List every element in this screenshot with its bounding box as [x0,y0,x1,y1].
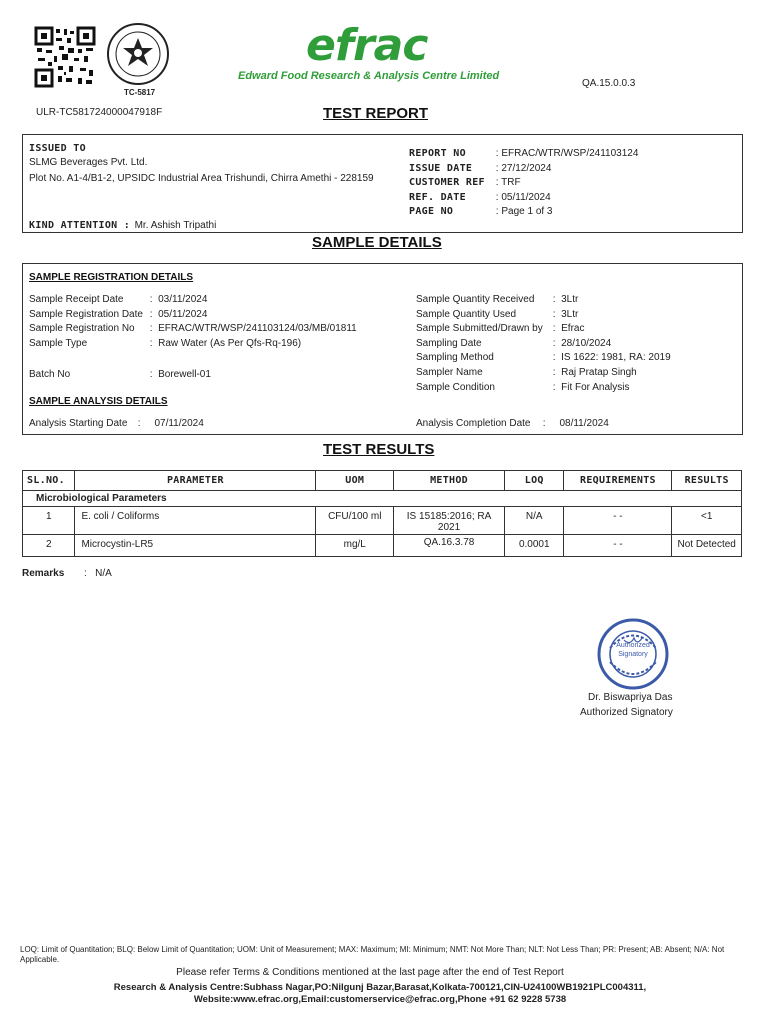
abbreviations: LOQ: Limit of Quantitation; BLQ: Below Limit of Quantitation; UOM: Unit of Measurement; MAX: Maximum; MI: Minimum; NMT: Not More Than; NLT: Not Less Than; PR: Present; AB: Absent; N/A: Not Applicable. [20,945,725,964]
sample-field-label: Sample Quantity Used [416,308,517,320]
sample-field-value: Fit For Analysis [561,381,630,393]
registration-heading: SAMPLE REGISTRATION DETAILS [29,272,194,283]
cell-result: <1 [672,507,742,535]
sample-field: Sample Registration No : EFRAC/WTR/WSP/241103124/03/MB/01811 [29,323,357,335]
analysis-end-label: Analysis Completion Date [416,418,531,429]
sample-field-value: Efrac [561,323,585,335]
sample-field-value: 28/10/2024 [561,337,612,349]
accreditation-code: TC-5817 [124,88,156,97]
signatory-stamp [596,618,670,690]
sample-field-label: Batch No [29,369,71,380]
sample-field-value: 05/11/2024 [158,308,208,320]
sample-details-box [22,263,743,435]
remarks-label: Remarks [22,568,65,579]
table-row [23,535,742,557]
footer-contact: Website:www.efrac.org,Email:customerservice@efrac.org,Phone +91 62 9228 5738 [193,994,567,1005]
report-field: PAGE NO : Page 1 of 3 [409,206,553,218]
sample-field-label: Sample Quantity Received [416,294,535,305]
test-results-title: TEST RESULTS [323,441,435,458]
customer-name: SLMG Beverages Pvt. Ltd. [29,157,148,168]
results-table [22,470,742,557]
company-logo [238,20,528,86]
sample-field-value: EFRAC/WTR/WSP/241103124/03/MB/01811 [158,323,357,335]
kind-attention-label: KIND ATTENTION : [29,220,131,231]
report-field-label: REF. DATE [409,191,466,203]
column-header: PARAMETER [75,471,316,491]
stamp-text: Authorized Signatory [616,642,650,658]
sample-field-value: Raj Pratap Singh [561,367,637,378]
report-field: CUSTOMER REF : TRF [409,177,521,189]
cell-requirement: - - [564,535,672,557]
sample-field-label: Sampling Method [416,352,494,364]
report-field-value: Page 1 of 3 [501,206,553,218]
report-field-label: CUSTOMER REF [409,177,485,189]
sample-field-value: 3Ltr [561,294,579,305]
cell-uom: CFU/100 ml [316,507,394,535]
cell-loq: 0.0001 [505,535,564,557]
ulr-number: ULR-TC581724000047918F [36,107,163,118]
logo-wordmark: efrac [306,20,428,71]
sample-field-label: Sample Registration Date [29,308,143,320]
terms-note: Please refer Terms & Conditions mentioned at the last page after the end of Test Report [176,967,564,978]
analysis-start-value: 07/11/2024 [154,418,204,429]
report-field: REF. DATE : 05/11/2024 [409,191,551,203]
sample-field-label: Sample Submitted/Drawn by [416,323,543,335]
table-group-row [23,491,742,507]
analysis-start: Analysis Starting Date : 07/11/2024 [29,418,204,429]
customer-address: Plot No. A1-4/B1-2, UPSIDC Industrial Area Trishundi, Chirra Amethi - 228159 [29,173,374,184]
sample-field: Sample Receipt Date : 03/11/2024 [29,294,208,305]
table-row [23,507,742,535]
sample-field-label: Sampling Date [416,337,482,349]
sample-field-value: Raw Water (As Per Qfs-Rq-196) [158,337,302,349]
report-field-value: 27/12/2024 [501,162,552,174]
cell-method: QA.16.3.78 [394,535,505,557]
column-header: LOQ [505,471,564,491]
sample-field: Sample Quantity Received : 3Ltr [416,294,579,305]
kind-attention [29,215,216,233]
remarks-value: N/A [95,568,112,579]
analysis-end-value: 08/11/2024 [559,418,609,429]
report-field-value: EFRAC/WTR/WSP/241103124 [501,148,639,159]
sample-field-value: 03/11/2024 [158,294,208,305]
page-title: TEST REPORT [323,105,429,122]
sample-field-label: Sample Registration No [29,323,135,335]
report-field: ISSUE DATE : 27/12/2024 [409,162,552,174]
cell-loq: N/A [505,507,564,535]
cell-uom: mg/L [316,535,394,557]
report-field-label: ISSUE DATE [409,162,473,174]
sample-field: Sampling Method : IS 1622: 1981, RA: 2019 [416,352,671,364]
sample-field: Sampler Name : Raj Pratap Singh [416,367,637,378]
report-field: REPORT NO : EFRAC/WTR/WSP/241103124 [409,148,639,159]
sample-field: Sample Registration Date : 05/11/2024 [29,308,208,320]
column-header: METHOD [394,471,505,491]
column-header: RESULTS [672,471,742,491]
kind-attention-value: Mr. Ashish Tripathi [134,220,217,231]
group-label: Microbiological Parameters [23,491,742,507]
signatory-role: Authorized Signatory [580,707,673,718]
sample-field-label: Sample Condition [416,381,495,393]
table-header-row [23,471,742,491]
analysis-end: Analysis Completion Date : 08/11/2024 [416,418,609,429]
cell-parameter: E. coli / Coliforms [75,507,316,535]
report-field-value: TRF [501,177,521,189]
issued-to-label: ISSUED TO [29,143,86,154]
sample-field: Sample Submitted/Drawn by : Efrac [416,323,585,335]
cell-result: Not Detected [672,535,742,557]
logo-company-name: Edward Food Research & Analysis Centre Limited [238,70,500,82]
cell-parameter: Microcystin-LR5 [75,535,316,557]
footer-address: Research & Analysis Centre:Subhass Nagar,PO:Nilgunj Bazar,Barasat,Kolkata-700121,CIN-U24100WB1921PLC004311, [113,982,647,993]
report-field-label: REPORT NO [409,148,466,159]
sample-details-title: SAMPLE DETAILS [312,234,442,251]
analysis-heading: SAMPLE ANALYSIS DETAILS [29,396,168,407]
sample-field-value: 3Ltr [561,308,579,320]
report-fields [409,143,638,216]
qr-code [34,26,96,88]
cell-requirement: - - [564,507,672,535]
signatory-name: Dr. Biswapriya Das [588,692,673,703]
sample-field-value: IS 1622: 1981, RA: 2019 [561,352,671,364]
sample-field-label: Sample Type [29,337,88,349]
cell-sl: 2 [23,535,75,557]
sample-field: Sample Condition : Fit For Analysis [416,381,630,393]
report-field-value: 05/11/2024 [501,191,551,203]
sample-field-label: Sample Receipt Date [29,294,124,305]
analysis-start-label: Analysis Starting Date [29,418,128,429]
report-field-label: PAGE NO [409,206,454,218]
accreditation-seal [103,20,173,90]
column-header: SL.NO. [23,471,75,491]
sample-field: Sampling Date : 28/10/2024 [416,337,612,349]
document-code: QA.15.0.0.3 [582,78,636,89]
cell-method: IS 15185:2016; RA 2021 [394,507,505,535]
sample-field: Sample Type : Raw Water (As Per Qfs-Rq-196) [29,337,302,349]
sample-field-label: Sampler Name [416,367,483,378]
sample-field-value: Borewell-01 [158,369,211,380]
cell-sl: 1 [23,507,75,535]
column-header: UOM [316,471,394,491]
column-header: REQUIREMENTS [564,471,672,491]
remarks: Remarks : N/A [22,568,112,579]
sample-field: Sample Quantity Used : 3Ltr [416,308,579,320]
sample-field: Batch No : Borewell-01 [29,369,211,380]
